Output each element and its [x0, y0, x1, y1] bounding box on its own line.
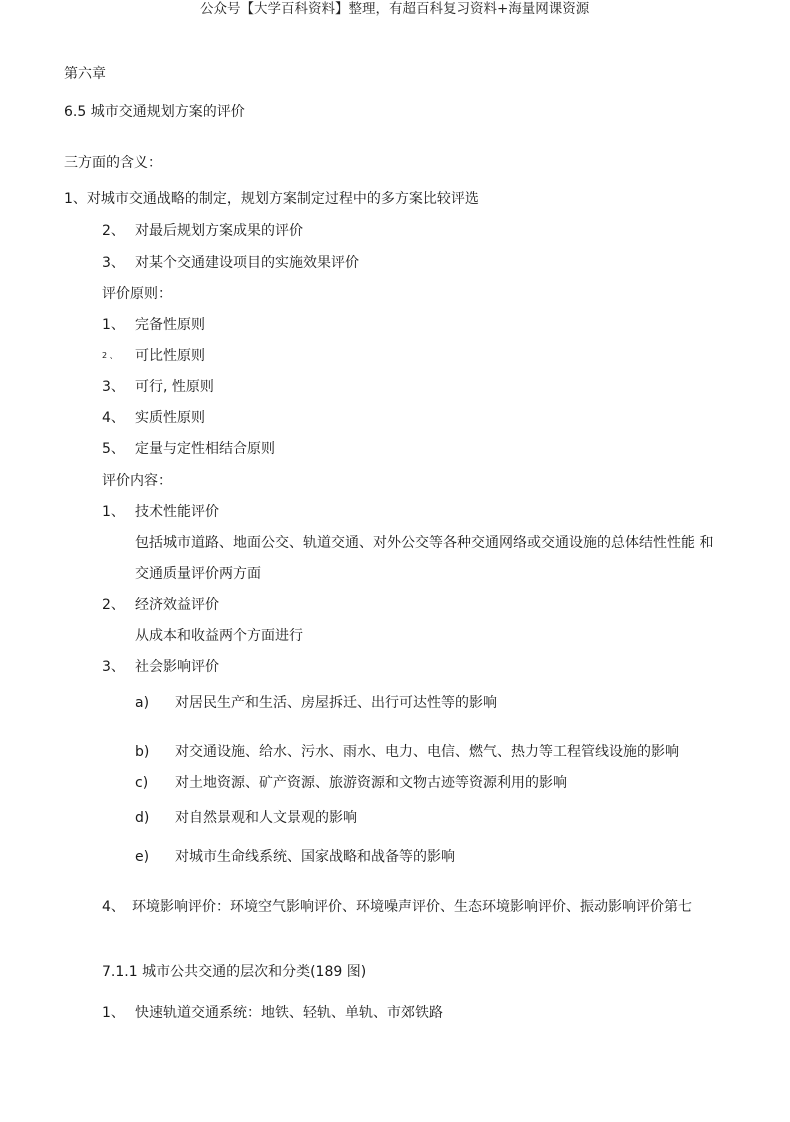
principle-text: 可行, 性原则 — [135, 379, 214, 395]
rail-text: 快速轨道交通系统：地铁、轻轨、单轨、市郊铁路 — [135, 1005, 443, 1021]
sub-label: c) — [135, 775, 149, 791]
meaning-num: 1、 — [64, 191, 87, 207]
principle-num: 4、 — [102, 410, 125, 426]
rail-num: 1、 — [102, 1005, 125, 1021]
sub-item-a — [135, 694, 497, 712]
principle-text: 实质性原则 — [135, 410, 205, 426]
principle-item-1 — [102, 316, 205, 334]
content-text: 社会影响评价 — [135, 659, 219, 675]
content-num: 1、 — [102, 504, 125, 520]
meaning-heading: 三方面的含义： — [64, 155, 162, 171]
principle-num: 1、 — [102, 317, 125, 333]
content-num: 4、 — [102, 899, 125, 915]
sub-text: 对交通设施、给水、污水、雨水、电力、电信、燃气、热力等工程管线设施的影响 — [175, 744, 679, 760]
principle-item-4 — [102, 409, 205, 427]
rail-item-1 — [102, 1004, 443, 1022]
meaning-text: 对城市交通战略的制定，规划方案制定过程中的多方案比较评选 — [86, 191, 479, 207]
page-header: 公众号【大学百科资料】整理，有超百科复习资料+海量网课资源 — [200, 1, 590, 17]
meaning-item-1 — [64, 190, 479, 208]
content-item-2-desc: 从成本和收益两个方面进行 — [135, 628, 303, 644]
principle-text: 完备性原则 — [135, 317, 205, 333]
meaning-item-3 — [102, 254, 359, 272]
sub-item-e — [135, 848, 455, 866]
content-text: 技术性能评价 — [135, 504, 219, 520]
principle-item-5 — [102, 440, 275, 458]
meaning-text: 对最后规划方案成果的评价 — [135, 223, 303, 239]
content-item-2 — [102, 596, 219, 614]
sub-label: b) — [135, 744, 150, 760]
meaning-num: 3、 — [102, 255, 125, 271]
principle-num: 2 、 — [102, 351, 118, 360]
content-item-3 — [102, 658, 219, 676]
principle-text: 定量与定性相结合原则 — [135, 441, 275, 457]
sub-label: d) — [135, 810, 150, 826]
sub-item-c — [135, 774, 567, 792]
sub-text: 对自然景观和人文景观的影响 — [175, 810, 357, 826]
sub-text: 对居民生产和生活、房屋拆迁、出行可达性等的影响 — [175, 695, 497, 711]
principle-item-2 — [102, 347, 205, 365]
principle-item-3 — [102, 378, 214, 396]
sub-text: 对城市生命线系统、国家战略和战备等的影响 — [175, 849, 455, 865]
content-item-1-desc-1: 包括城市道路、地面公交、轨道交通、对外公交等各种交通网络或交通设施的总体结性性能 和 — [135, 535, 714, 551]
sub-label: a) — [135, 695, 150, 711]
meaning-item-2 — [102, 222, 303, 240]
chapter-title: 第六章 — [64, 66, 106, 82]
content-text: 经济效益评价 — [135, 597, 219, 613]
sub-label: e) — [135, 849, 150, 865]
content-heading: 评价内容： — [102, 473, 172, 489]
meaning-text: 对某个交通建设项目的实施效果评价 — [135, 255, 359, 271]
content-item-4 — [102, 898, 692, 916]
content-text: 环境影响评价：环境空气影响评价、环境噪声评价、生态环境影响评价、振动影响评价第七 — [132, 899, 692, 915]
meaning-num: 2、 — [102, 223, 125, 239]
content-num: 3、 — [102, 659, 125, 675]
sub-item-d — [135, 809, 357, 827]
content-num: 2、 — [102, 597, 125, 613]
principle-num: 5、 — [102, 441, 125, 457]
principle-num: 3、 — [102, 379, 125, 395]
principles-heading: 评价原则： — [102, 286, 172, 302]
content-item-1 — [102, 503, 219, 521]
section-2-title: 7.1.1 城市公共交通的层次和分类(189 图) — [102, 964, 367, 980]
sub-item-b — [135, 743, 679, 761]
content-item-1-desc-2: 交通质量评价两方面 — [135, 566, 261, 582]
principle-text: 可比性原则 — [135, 348, 205, 364]
section-title: 6.5 城市交通规划方案的评价 — [64, 104, 245, 120]
sub-text: 对土地资源、矿产资源、旅游资源和文物古迹等资源利用的影响 — [175, 775, 567, 791]
